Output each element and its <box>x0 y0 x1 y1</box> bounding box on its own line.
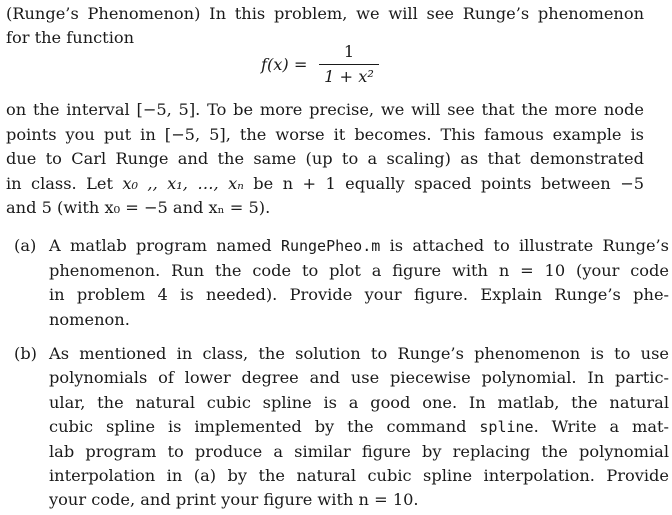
equation-fraction <box>319 42 379 87</box>
part-b-line-5: lab program to produce a similar figure by replacing the polynomial <box>49 442 669 461</box>
intro-line-7: and 5 (with x₀ = −5 and xₙ = 5). <box>6 198 271 217</box>
spline-command: spline <box>479 418 534 436</box>
part-b-line-7: your code, and print your figure with n = 10. <box>49 490 419 509</box>
equation-numerator: 1 <box>343 42 355 61</box>
intro-line-1: (Runge’s Phenomenon) In this problem, we will see Runge’s phenomenon <box>6 4 644 23</box>
part-a-line-1 <box>49 236 669 256</box>
intro-line-6-start: in class. Let <box>6 174 113 193</box>
part-b-line-2: polynomials of lower degree and use piecewise polynomial. In partic- <box>49 368 669 387</box>
intro-line-3: on the interval [−5, 5]. To be more precise, we will see that the more node <box>6 100 644 119</box>
matlab-filename: RungePheo.m <box>280 237 381 255</box>
part-b-line-4-end: . Write a mat- <box>533 417 669 436</box>
part-b-line-4 <box>49 417 669 437</box>
part-a-label: (a) <box>14 236 37 255</box>
equation-denominator: 1 + x² <box>324 67 374 86</box>
part-b-line-3: ular, the natural cubic spline is a good one. In matlab, the natural <box>49 393 669 412</box>
part-a-line-1-start: A matlab program named <box>49 236 272 255</box>
intro-line-6-end: be n + 1 equally spaced points between −5 <box>253 174 644 193</box>
part-a-line-4: nomenon. <box>49 310 130 329</box>
part-b-line-6: interpolation in (a) by the natural cubic spline interpolation. Provide <box>49 466 669 485</box>
intro-line-4: points you put in [−5, 5], the worse it becomes. This famous example is <box>6 125 644 144</box>
part-b-line-4-start: cubic spline is implemented by the command <box>49 417 467 436</box>
equation-lhs: f(x) = <box>261 55 308 74</box>
part-a-line-1-end: is attached to illustrate Runge’s <box>389 236 669 255</box>
intro-line-6 <box>6 174 644 194</box>
part-a-line-2: phenomenon. Run the code to plot a figure with n = 10 (your code <box>49 261 669 280</box>
part-b-line-1: As mentioned in class, the solution to Runge’s phenomenon is to use <box>49 344 669 363</box>
part-b-label: (b) <box>14 344 37 363</box>
intro-line-2: for the function <box>6 28 135 47</box>
part-a-line-3: in problem 4 is needed). Provide your figure. Explain Runge’s phe- <box>49 285 669 304</box>
fraction-bar <box>319 64 379 65</box>
intro-line-5: due to Carl Runge and the same (up to a scaling) as that demonstrated <box>6 149 644 168</box>
node-points: x₀ ,, x₁, …, xₙ <box>122 174 244 193</box>
